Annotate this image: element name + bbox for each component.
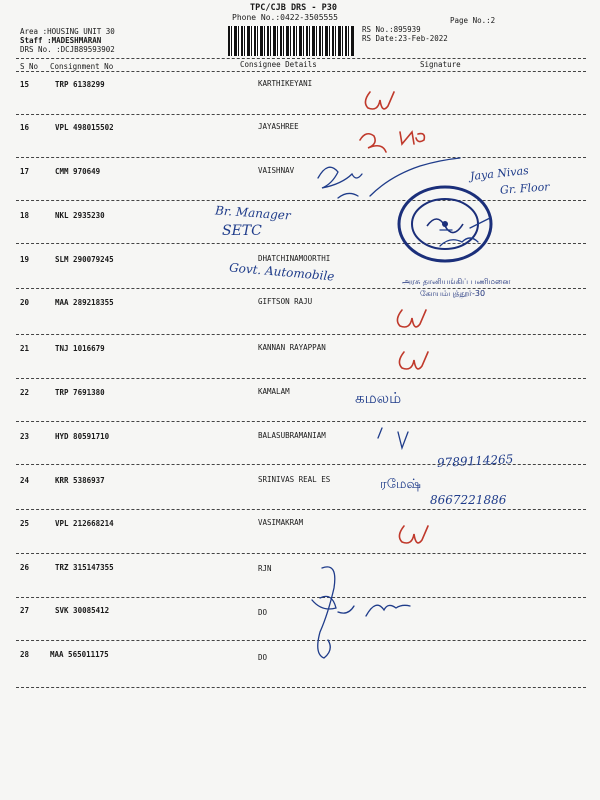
col-sno-header: S No [20, 62, 39, 71]
row-sno: 22 [20, 388, 30, 397]
row-consignment: VPL 212668214 [55, 519, 114, 528]
handwritten-tamil-name: ரமேஷ் [380, 477, 421, 492]
handwritten-note: SETC [222, 223, 262, 239]
blue-signature [338, 605, 410, 616]
row-consignee: DHATCHINAMOORTHI [258, 254, 331, 263]
row-sno: 19 [20, 255, 30, 264]
row-sno: 15 [20, 80, 30, 89]
blue-signature [440, 218, 490, 230]
row-consignee: JAYASHREE [258, 122, 299, 131]
col-signature-header: Signature [420, 60, 461, 69]
col-consignee-header: Consignee Details [240, 60, 317, 69]
handwritten-tamil-name: கமலம் [355, 389, 402, 407]
row-sno: 26 [20, 563, 30, 572]
row-consignee: SRINIVAS REAL ES [258, 475, 331, 484]
red-signature [360, 132, 424, 152]
row-sno: 21 [20, 344, 30, 353]
handwritten-note: Gr. Floor [499, 180, 550, 197]
row-consignment: MAA 289218355 [55, 298, 114, 307]
blue-signature [440, 238, 478, 246]
row-consignee: KAMALAM [258, 387, 290, 396]
row-sno: 17 [20, 167, 30, 176]
row-consignment: SLM 290079245 [55, 255, 114, 264]
row-consignment: TRP 6138299 [55, 80, 105, 89]
handwritten-phone: 9789114265 [436, 452, 514, 470]
handwritten-note: Br. Manager [214, 203, 292, 223]
row-consignment: TRZ 315147355 [55, 563, 114, 572]
row-consignment: TNJ 1016679 [55, 344, 105, 353]
row-consignee: KARTHIKEYANI [258, 79, 313, 88]
blue-signature [370, 158, 460, 196]
row-consignee: VASIMAKRAM [258, 518, 304, 527]
blue-signature [318, 167, 362, 188]
blue-signature [338, 193, 358, 198]
red-signature [365, 92, 394, 109]
row-consignee: GIFTSON RAJU [258, 297, 313, 306]
staff-label: Staff :MADESHMARAN [20, 36, 102, 45]
row-consignment: HYD 80591710 [55, 432, 110, 441]
handwritten-note: Govt. Automobile [228, 260, 335, 284]
row-consignment: KRR 5386937 [55, 476, 105, 485]
red-signature [399, 352, 428, 369]
row-sno: 27 [20, 606, 30, 615]
page-number: Page No.:2 [450, 16, 496, 25]
row-consignee: DO [258, 653, 268, 662]
row-consignment: TRP 7691380 [55, 388, 105, 397]
row-consignee: BALASUBRAMANIAM [258, 431, 326, 440]
rs-number: RS No.:895939 [362, 25, 421, 34]
row-sno: 23 [20, 432, 30, 441]
row-consignee: VAISHNAV [258, 166, 295, 175]
blue-signature [312, 567, 336, 658]
handwritten-note: Jaya Nivas [469, 163, 530, 184]
drs-number: DRS No. :DCJB89593902 [20, 45, 115, 54]
row-consignee: DO [258, 608, 268, 617]
document-title: TPC/CJB DRS - P30 [250, 3, 337, 13]
row-consignment: SVK 30085412 [55, 606, 110, 615]
stamp-text: கோயம்புத்தூர்-30 [420, 289, 486, 298]
rs-date: RS Date:23-Feb-2022 [362, 34, 448, 43]
row-consignment: CMM 970649 [55, 167, 101, 176]
row-sno: 24 [20, 476, 30, 485]
row-consignee: RJN [258, 564, 272, 573]
row-sno: 25 [20, 519, 30, 528]
row-consignment: MAA 565011175 [50, 650, 109, 659]
red-signature [397, 310, 426, 327]
area-label: Area :HOUSING UNIT 30 [20, 27, 115, 36]
row-sno: 16 [20, 123, 30, 132]
row-sno: 18 [20, 211, 30, 220]
row-sno: 28 [20, 650, 30, 659]
row-sno: 20 [20, 298, 30, 307]
phone-number: Phone No.:0422-3505555 [232, 13, 338, 22]
row-consignment: VPL 498015502 [55, 123, 114, 132]
stamp-text: அரசு தானியங்கிப் பணிமனை [402, 277, 511, 286]
red-signature [399, 526, 428, 543]
blue-signature [378, 428, 408, 448]
row-consignment: NKL 2935230 [55, 211, 105, 220]
row-consignee: KANNAN RAYAPPAN [258, 343, 326, 352]
handwritten-phone: 8667221886 [430, 493, 507, 507]
col-consignment-header: Consignment No [50, 62, 114, 71]
